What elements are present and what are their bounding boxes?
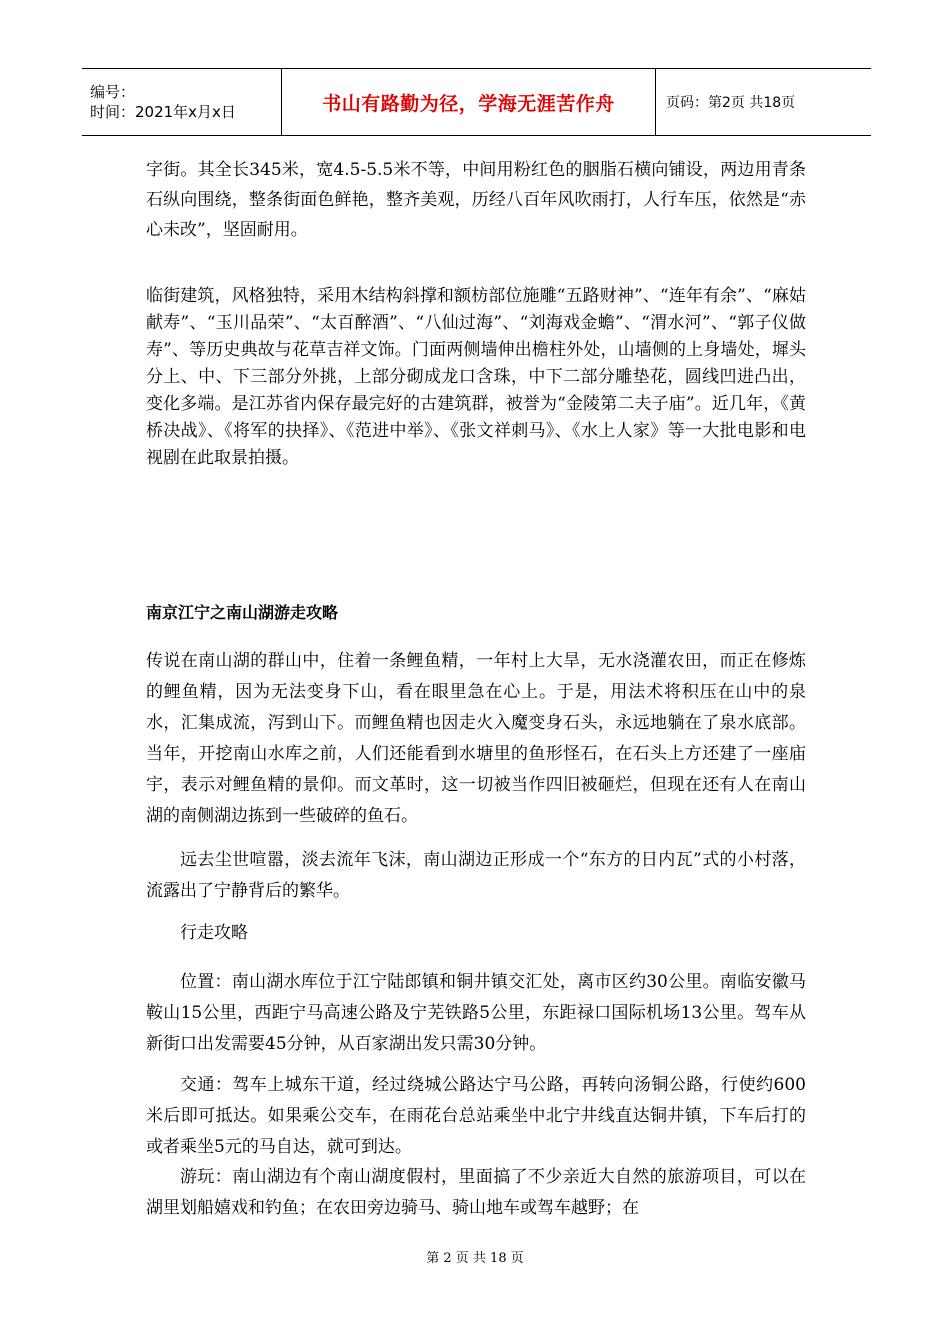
paragraph-guide-title xyxy=(146,918,806,949)
paragraph-village xyxy=(146,845,806,907)
paragraph-location xyxy=(146,967,806,1060)
paragraph-text: 远去尘世喧嚣，淡去流年飞沫，南山湖边正形成一个“东方的日内瓦”式的小村落，流露出了宁静背后的繁华。 xyxy=(146,850,806,901)
paragraph-text: 游玩：南山湖边有个南山湖度假村，里面搞了不少亲近大自然的旅游项目，可以在湖里划船嬉戏和钓鱼；在农田旁边骑马、骑山地车或驾车越野；在 xyxy=(146,1167,806,1218)
heading-text: 南京江宁之南山湖游走攻略 xyxy=(146,603,339,622)
doc-number-label: 编号： xyxy=(90,83,136,101)
paragraph-activities xyxy=(146,1162,806,1224)
paragraph-text: 传说在南山湖的群山中，住着一条鲤鱼精，一年村上大旱，无水浇灌农田，而正在修炼的鲤鱼精，因为无法变身下山，看在眼里急在心上。于是，用法术将积压在山中的泉水，汇集成流，泻到山下。而鲤鱼精也因走火入魔变身石头，永远地躺在了泉水底部。当年，开挖南山水库之前，人们还能看到水塘里的鱼形怪石，在石头上方还建了一座庙宇，表示对鲤鱼精的景仰。而文革时，这一切被当作四旧被砸烂，但现在还有人在南山湖的南侧湖边拣到一些破碎的鱼石。 xyxy=(146,651,806,826)
paragraph-text: 临街建筑，风格独特，采用木结构斜撑和额枋部位施雕“五路财神”、“连年有余”、“麻姑献寿”、“玉川品荣”、“太百醉酒”、“八仙过海”、“刘海戏金蟾”、“渭水河”、“郭子仪做寿”、等历史典故与花草吉祥文饰。门面两侧墙伸出檐柱外处，山墙侧的上身墙处，墀头分上、中、下三部分外挑，上部分砌成龙口含珠，中下二部分雕垫花，圆线凹进凸出，变化多端。是江苏省内保存最完好的古建筑群，被誉为“金陵第二夫子庙”。近几年，《黄桥决战》、《将军的抉择》、《范进中举》、《张文祥刺马》、《水上人家》等一大批电影和电视剧在此取景拍摄。 xyxy=(146,286,806,468)
paragraph-legend xyxy=(146,646,806,832)
paragraph-buildings xyxy=(146,283,806,472)
header-page-info: 页码：第2页 共18页 xyxy=(666,95,796,111)
page-header xyxy=(82,68,871,136)
paragraph-text: 字街。其全长345米，宽4.5-5.5米不等，中间用粉红色的胭脂石横向铺设，两边用青条石纵向围绕，整条街面色鲜艳，整齐美观，历经八百年风吹雨打，人行车压，依然是“赤心未改”，坚固耐用。 xyxy=(146,160,806,240)
section-heading xyxy=(146,600,806,623)
paragraph-text: 位置：南山湖水库位于江宁陆郎镇和铜井镇交汇处，离市区约30公里。南临安徽马鞍山15公里，西距宁马高速公路及宁芜铁路5公里，东距禄口国际机场13公里。驾车从新街口出发需要45分钟，从百家湖出发只需30分钟。 xyxy=(146,972,806,1054)
paragraph-text: 交通：驾车上城东干道，经过绕城公路达宁马公路，再转向汤铜公路，行使约600米后即可抵达。如果乘公交车，在雨花台总站乘坐中北宁井线直达铜井镇，下车后打的或者乘坐5元的马自达，就可到达。 xyxy=(146,1075,806,1157)
paragraph-text: 行走攻略 xyxy=(180,923,248,943)
doc-time-label: 时间：2021年x月x日 xyxy=(90,103,236,121)
paragraph-transport xyxy=(146,1070,806,1163)
page-footer: 第 2 页 共 18 页 xyxy=(426,1251,524,1266)
header-motto: 书山有路勤为径，学海无涯苦作舟 xyxy=(282,69,656,135)
header-meta xyxy=(82,69,282,135)
paragraph-street xyxy=(146,155,806,245)
